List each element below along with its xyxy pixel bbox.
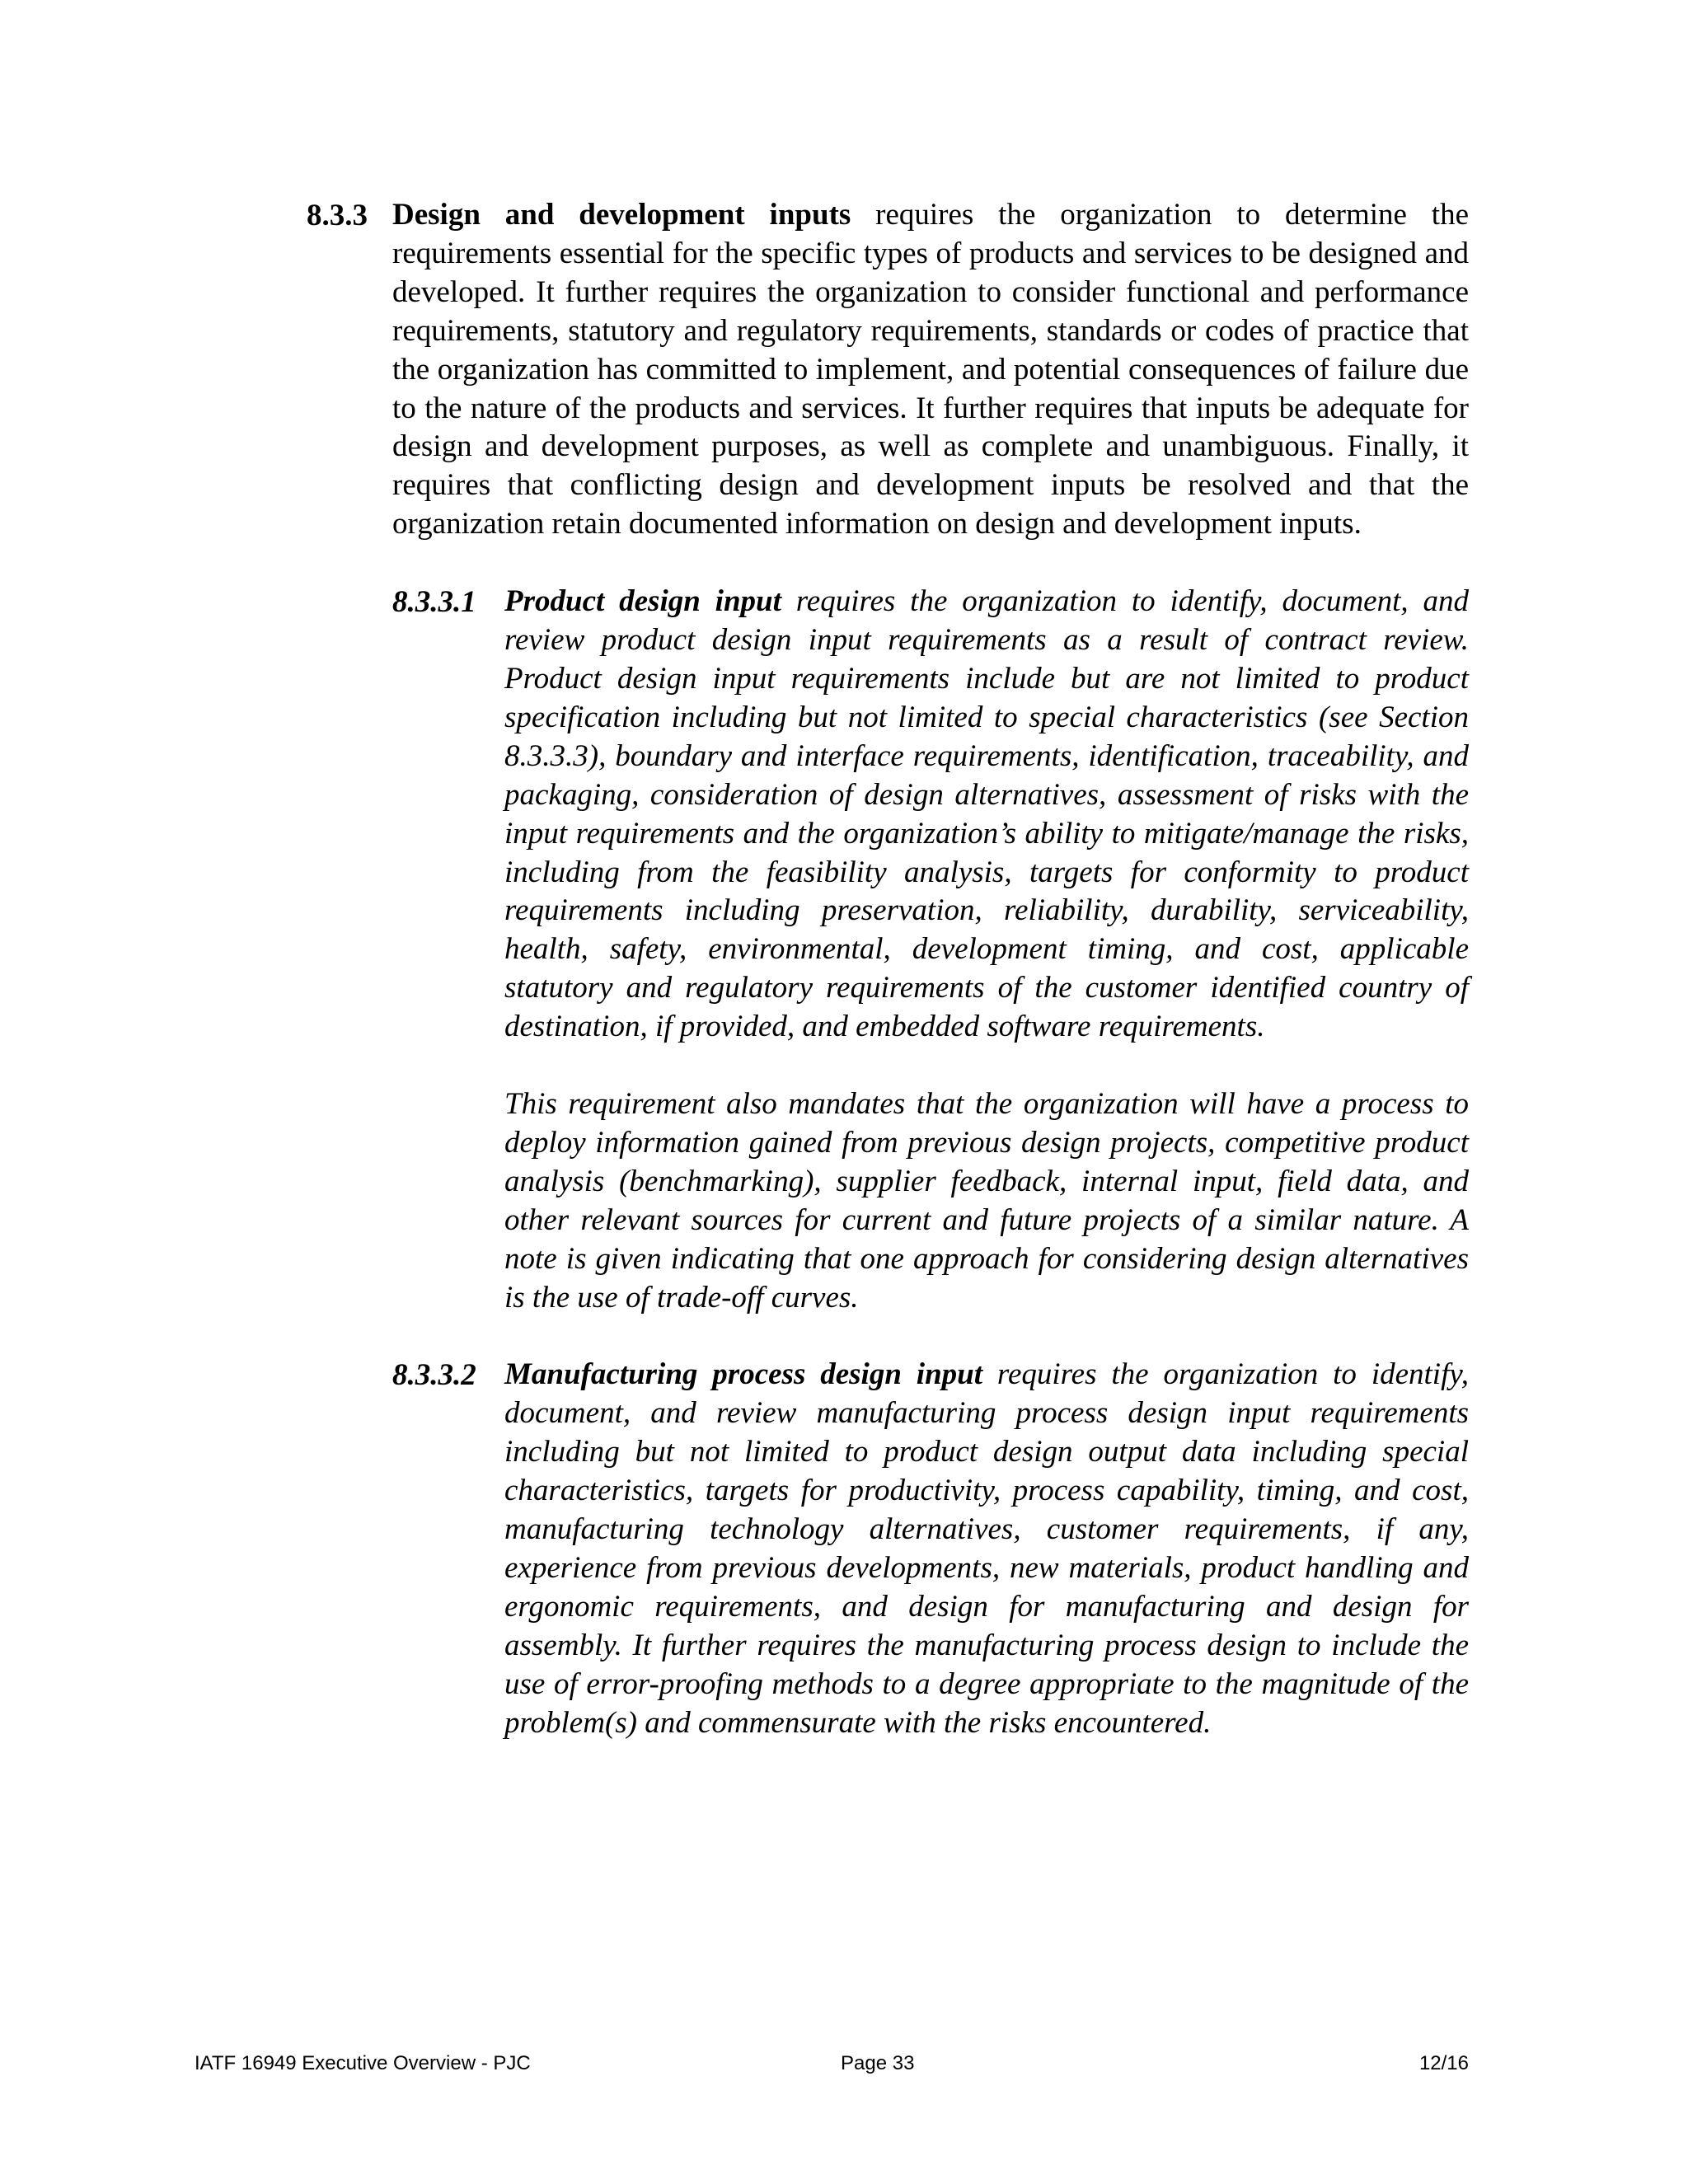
subsection-title: Manufacturing process design input — [504, 1357, 983, 1392]
subsection-8-3-3-2 — [392, 1356, 1469, 1742]
subsection-content — [504, 583, 1469, 1317]
section-row — [307, 196, 1469, 544]
footer-date: 12/16 — [1418, 2052, 1469, 2074]
section-8-3-3 — [307, 196, 1469, 1743]
page-footer — [195, 2049, 1469, 2079]
footer-page-number: Page 33 — [841, 2052, 915, 2074]
subsection-paragraph — [504, 1356, 1469, 1742]
subsection-body: requires the organization to identify, document, and review product design input requirements as a result of contract review. Product design input requirements include but are not limited to product specification including but not limited to special characteristics (see Section 8.3.3.3), boundary and interface requirements, identification, traceability, and packaging, consideration of design alternatives, assessment of risks with the input requirements and the organization’s ability to mitigate/manage the risks, including from the feasibility analysis, targets for conformity to product requirements including preservation, reliability, durability, serviceability, health, safety, environmental, development timing, and cost, applicable statutory and regulatory requirements of the customer identified country of destination, if provided, and embedded software requirements. — [504, 584, 1469, 1044]
subsection-title: Product design input — [504, 584, 781, 619]
subsection-paragraph-2: This requirement also mandates that the organization will have a process to deploy information gained from previous design projects, competitive product analysis (benchmarking), supplier feedback, internal input, field data, and other relevant sources for current and future projects of a similar nature. A note is given indicating that one approach for considering design alternatives is the use of trade-off curves. — [504, 1087, 1469, 1315]
section-title: Design and development inputs — [392, 198, 851, 232]
section-number: 8.3.3 — [307, 199, 368, 232]
section-paragraph — [392, 196, 1469, 544]
subsection-body: requires the organization to identify, document, and review manufacturing process design input requirements including but not limited to product design output data including special characteristics, targets for productivity, process capability, timing, and cost, manufacturing technology alternatives, customer requirements, if any, experience from previous developments, new materials, product handling and ergonomic requirements, and design for manufacturing and design for assembly. It further requires the manufacturing process design to include the use of error-proofing methods to a degree appropriate to the magnitude of the problem(s) and commensurate with the risks encountered. — [504, 1357, 1469, 1740]
subsection-paragraph — [504, 583, 1469, 1047]
section-body: requires the organization to determine the requirements essential for the specific types of products and services to be designed and developed. It further requires the organization to consider functional and performance requirements, statutory and regulatory requirements, standards or codes of practice that the organization has committed to implement, and potential consequences of failure due to the nature of the products and services. It further requires that inputs be adequate for design and development purposes, as well as complete and unambiguous. Finally, it requires that conflicting design and development inputs be resolved and that the organization retain documented information on design and development inputs. — [392, 198, 1469, 541]
footer-document-title: IATF 16949 Executive Overview - PJC — [195, 2052, 531, 2074]
subsection-number: 8.3.3.1 — [392, 585, 476, 620]
subsection-number: 8.3.3.2 — [392, 1358, 476, 1393]
subsection-8-3-3-1 — [392, 583, 1469, 1317]
subsection-content — [504, 1356, 1469, 1742]
